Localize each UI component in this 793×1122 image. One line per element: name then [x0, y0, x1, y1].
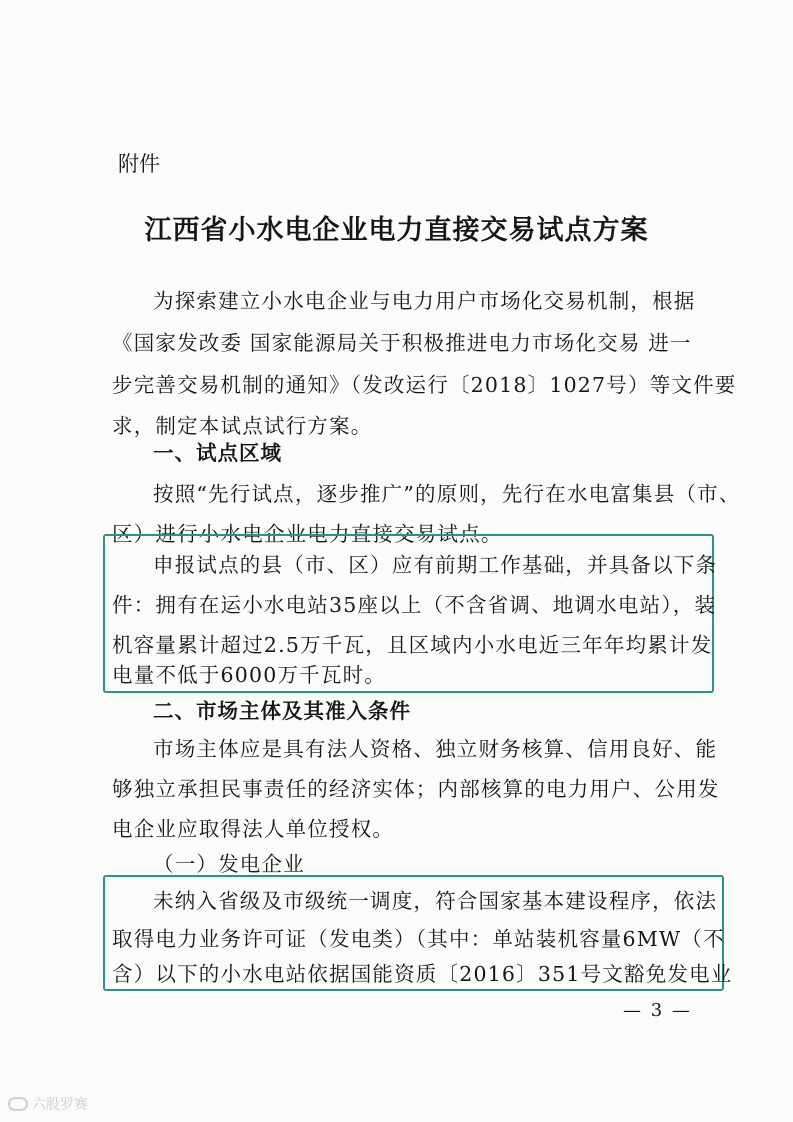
paragraph-line: 含）以下的小水电站依据国能资质〔2016〕351号文豁免发电业 — [112, 962, 733, 986]
paragraph-line: 区）进行小水电企业电力直接交易试点。 — [112, 522, 503, 546]
paragraph-line: 申报试点的县（市、区）应有前期工作基础，并具备以下条 — [153, 553, 718, 577]
watermark-text: 六股罗赛 — [32, 1097, 88, 1113]
paragraph-line: 按照“先行试点，逐步推广”的原则，先行在水电富集县（市、 — [153, 482, 741, 506]
watermark — [8, 1094, 88, 1114]
paragraph-line: 步完善交易机制的通知》（发改运行〔2018〕1027号）等文件要 — [112, 373, 737, 397]
paragraph-line: 件：拥有在运小水电站35座以上（不含省调、地调水电站），装 — [112, 593, 717, 617]
paragraph-line: 《国家发改委 国家能源局关于积极推进电力市场化交易 进一 — [112, 331, 692, 355]
paragraph-line: 市场主体应是具有法人资格、独立财务核算、信用良好、能 — [153, 737, 718, 761]
section-heading-1: 一、试点区域 — [153, 441, 282, 465]
document-title: 江西省小水电企业电力直接交易试点方案 — [144, 215, 649, 246]
page-number: — 3 — — [623, 1000, 692, 1021]
section-heading-2: 二、市场主体及其准入条件 — [153, 699, 411, 723]
attachment-label: 附件 — [118, 152, 160, 176]
paragraph-line: 未纳入省级及市级统一调度，符合国家基本建设程序，依法 — [153, 889, 718, 913]
paragraph-line: 取得电力业务许可证（发电类）（其中：单站装机容量6MW（不 — [112, 927, 725, 951]
watermark-logo-icon — [8, 1097, 28, 1111]
paragraph-line: 为探索建立小水电企业与电力用户市场化交易机制，根据 — [153, 289, 696, 313]
subsection-heading: （一）发电企业 — [153, 852, 305, 876]
paragraph-line: 电企业应取得法人单位授权。 — [112, 817, 395, 841]
paragraph-line: 电量不低于6000万千瓦时。 — [112, 663, 386, 687]
paragraph-line: 够独立承担民事责任的经济实体；内部核算的电力用户、公用发 — [112, 777, 720, 801]
paragraph-line: 机容量累计超过2.5万千瓦，且区域内小水电近三年年均累计发 — [112, 633, 713, 657]
paragraph-line: 求，制定本试点试行方案。 — [112, 414, 373, 438]
